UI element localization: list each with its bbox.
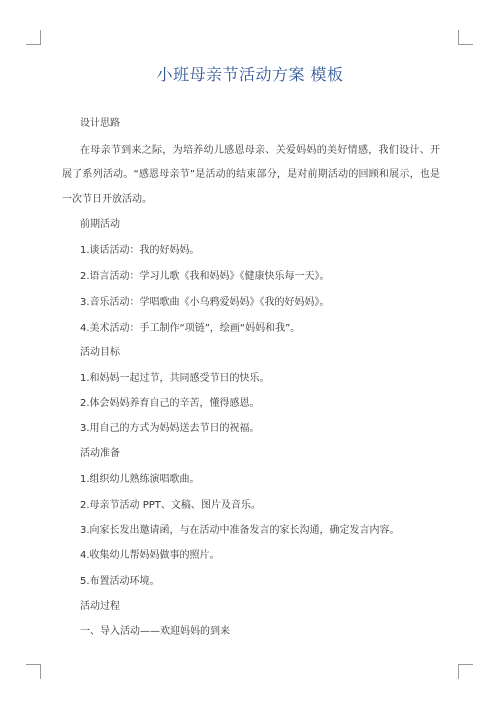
list-item: 5.布置活动环境。 [80,576,160,587]
list-item: 2.体会妈妈养育自己的辛苦，懂得感恩。 [80,398,260,409]
list-item: 1.和妈妈一起过节，共同感受节日的快乐。 [80,373,270,384]
crop-mark-bottom-right [458,664,473,679]
document-title: 小班母亲节活动方案 模板 [156,65,344,84]
section-heading-goals: 活动目标 [80,347,120,358]
list-item: 2.语言活动：学习儿歌《我和妈妈》《健康快乐每一天》。 [80,271,330,282]
list-item: 3.向家长发出邀请函，与在活动中准备发言的家长沟通，确定发言内容。 [80,525,400,536]
list-item: 2.母亲节活动 PPT、文稿、图片及音乐。 [80,500,261,511]
section-heading-design: 设计思路 [80,118,120,129]
list-item: 4.收集幼儿帮妈妈做事的照片。 [80,550,220,561]
subsection-heading: 一、导入活动——欢迎妈妈的到来 [80,626,230,637]
crop-mark-top-right [458,30,473,45]
list-item: 3.用自己的方式为妈妈送去节日的祝福。 [80,423,260,434]
list-item: 4.美术活动：手工制作“项链”，绘画“妈妈和我”。 [80,323,301,334]
list-item: 1.谈话活动：我的好妈妈。 [80,245,200,256]
paragraph-line: 在母亲节到来之际，为培养幼儿感恩母亲、关爱妈妈的美好情感，我们设计、开 [80,145,440,156]
crop-mark-top-left [26,30,41,45]
list-item: 3.音乐活动：学唱歌曲《小乌鸦爱妈妈》《我的好妈妈》。 [80,297,330,308]
paragraph-line: 一次节日开放活动。 [62,194,152,205]
crop-mark-bottom-left [26,664,41,679]
section-heading-process: 活动过程 [80,601,120,612]
list-item: 1.组织幼儿熟练演唱歌曲。 [80,474,200,485]
section-heading-preparation: 活动准备 [80,448,120,459]
paragraph-line: 展了系列活动。“感恩母亲节”是活动的结束部分，是对前期活动的回顾和展示，也是 [62,169,440,180]
section-heading-preliminary: 前期活动 [80,219,120,230]
